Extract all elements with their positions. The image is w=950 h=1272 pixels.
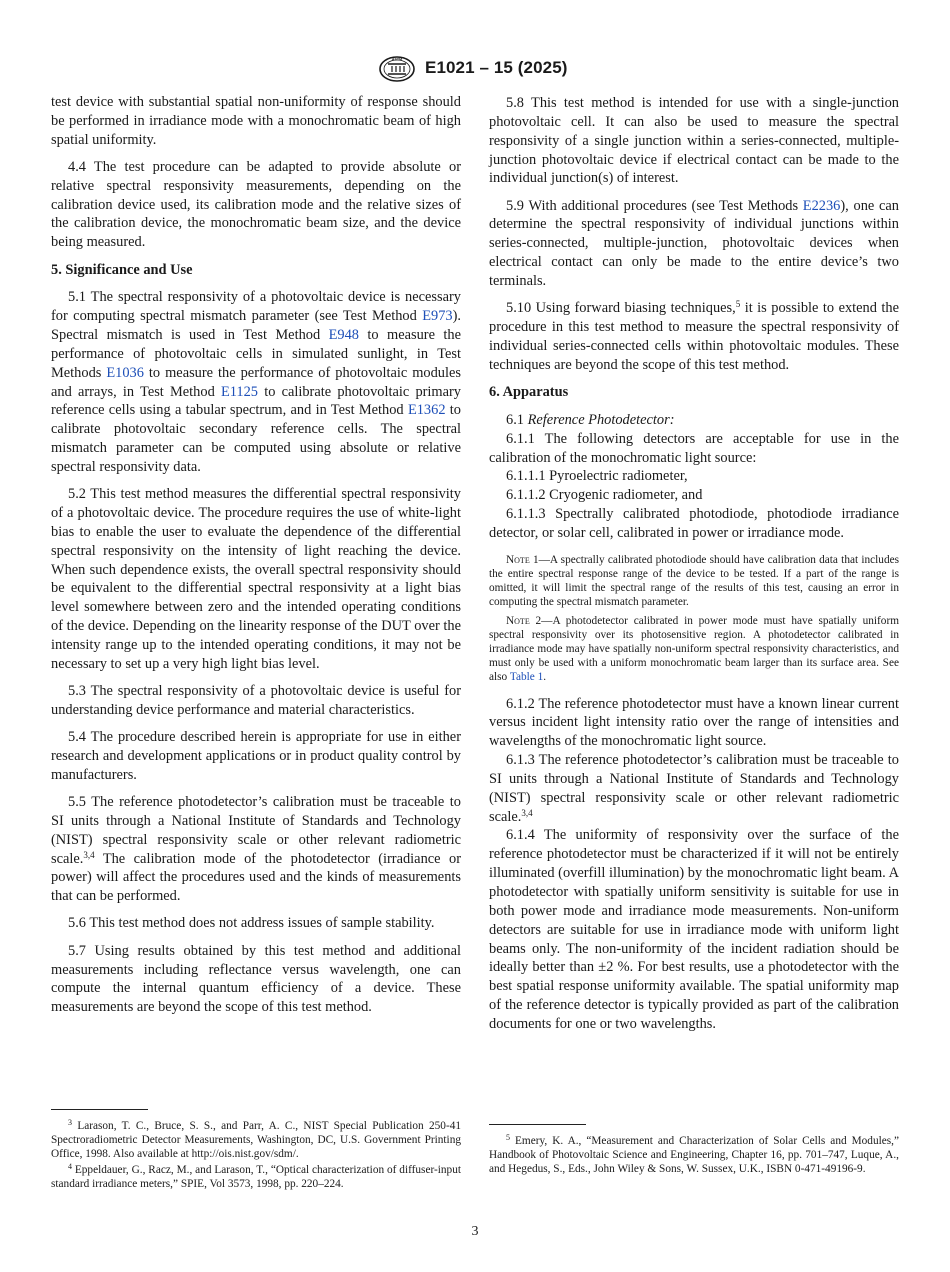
page-header (0, 56, 950, 82)
note-1: Note 1—A spectrally calibrated photodiode should have calibration data that includes the entire spectral response range of the device to be tested. If a part of the range is omitted, it will limit the spectral range of the results of this test, causing an error in computing the spectral mismatch parameter. (489, 553, 900, 609)
astm-logo-text: ASTM (391, 57, 403, 62)
paragraph-4-4: 4.4 The test procedure can be adapted to provide absolute or relative spectral responsivity measurements, depending on the calibration device used, its calibration mode and the relative sizes of the calibration device, the monochromatic beam size, and the device being measured. (51, 158, 461, 251)
footnote-divider-left (51, 1109, 148, 1110)
ref-link-e1125[interactable]: E1125 (220, 383, 259, 400)
ref-link-e2236[interactable]: E2236 (802, 197, 841, 214)
section-heading-5: 5. Significance and Use (51, 261, 193, 278)
paragraph-5-2: 5.2 This test method measures the differential spectral responsivity of a photovoltaic device. The procedure requires the use of white-light bias to enable the user to evaluate the dependence of the differential spectral responsivity on the intensity of light reaching the device. When such dependence exists, the overall spectral responsivity should be equivalent to the differential spectral responsivity at a light bias level somewhere between zero and the intended operating conditions of the device. Depending on the linearity response of the DUT over the intensity range up to the intended operating conditions, it may not be necessary to set up a very high light bias level. (51, 486, 461, 672)
footnote-marker: 3,4 (521, 807, 533, 818)
ref-link-e1036[interactable]: E1036 (106, 364, 144, 381)
paragraph-6-1-1: 6.1.1 The following detectors are acceptable for use in the calibration of the monochromatic light source: (489, 430, 899, 466)
paragraph-6-1-1-2: 6.1.1.2 Cryogenic radiometer, and (506, 487, 703, 504)
page-number: 3 (471, 1224, 479, 1239)
footnotes-left (51, 1119, 461, 1192)
paragraph-5-4: 5.4 The procedure described herein is appropriate for use in either research and development applications or in product quality control by manufacturers. (51, 729, 461, 783)
ref-link-e973[interactable]: E973 (422, 308, 453, 325)
paragraph-5-7: 5.7 Using results obtained by this test method and additional measurements including reflectance versus wavelength, one can compute the internal quantum efficiency of a device. These measurements are beyond the scope of this test method. (51, 942, 461, 1016)
footnote-marker: 5 (735, 299, 741, 310)
paragraph-5-6: 5.6 This test method does not address issues of sample stability. (68, 915, 435, 932)
paragraph-6-1: 6.1 Reference Photodetector: (506, 411, 675, 428)
ref-link-table-1[interactable]: Table 1 (509, 671, 544, 684)
footnotes-right (489, 1134, 899, 1178)
paragraph-5-9: 5.9 With additional procedures (see Test Methods E2236), one can determine the spectral responsivity of individual junctions within series-connected, multiple-junction, photovoltaic devices when electrical contact can only be made to the entire device’s two terminals. (489, 197, 899, 289)
paragraph-5-5: 5.5 The reference photodetector’s calibration must be traceable to SI units through a National Institute of Standards and Technology (NIST) spectral responsivity scale or other relevant radiometric scale.$^{3,4}$ The calibration mode of the photodetector (irradiance or power) will affect the procedures used and the kinds of measurements that can be performed. (51, 794, 461, 905)
paragraph-6-1-3: 6.1.3 The reference photodetector’s calibration must be traceable to SI units through a National Institute of Standards and Technology (NIST) spectral responsivity scale or other relevant radiometric scale.$^{3,4}$ (489, 752, 899, 825)
footnote-3: $^3$ Larason, T. C., Bruce, S. S., and Parr, A. C., NIST Special Publication 250-41 Spectroradiometric Detector Measurements, Washington, DC, U.S. Government Printing Office, 1998. Also available at http://ois.nist.gov/sdm/. (51, 1118, 461, 1161)
ref-link-e948[interactable]: E948 (328, 327, 359, 344)
footnote-5: $^5$ Emery, K. A., “Measurement and Characterization of Solar Cells and Modules,” Handbook of Photovoltaic Science and Engineering, Chapter 16, pp. 701–747, Luque, A., and Hegedus, S., Eds., John Wiley & Sons, W. Sussex, U.K., ISBN 0-471-49196-9. (489, 1133, 899, 1176)
paragraph-6-1-1-1: 6.1.1.1 Pyroelectric radiometer, (506, 468, 688, 485)
left-column (51, 93, 461, 1025)
paragraph-continued: test device with substantial spatial non-uniformity of response should be performed in irradiance mode with a monochromatic beam of high spatial uniformity. (51, 94, 461, 148)
document-designation: E1021 – 15 (2025) (425, 58, 568, 77)
footnote-divider-right (489, 1124, 586, 1125)
paragraph-5-8: 5.8 This test method is intended for use with a single-junction photovoltaic cell. It can also be used to measure the spectral responsivity of a single junction within a series-connected, multiple-junction photovoltaic device if electrical contact can be made to the individual junction(s) of interest. (489, 95, 899, 187)
astm-logo-icon (379, 56, 415, 82)
section-heading-6: 6. Apparatus (489, 383, 569, 400)
footnote-4: $^4$ Eppeldauer, G., Racz, M., and Larason, T., “Optical characterization of diffuser-input standard irradiance meters,” SPIE, Vol 3573, 1998, pp. 220–224. (51, 1161, 461, 1190)
ref-link-e1362[interactable]: E1362 (407, 402, 446, 419)
paragraph-5-1: 5.1 The spectral responsivity of a photovoltaic device is necessary for computing spectral mismatch parameter (see Test Method E973). Spectral mismatch is used in Test Method E948 to measure the performance of photovoltaic cells in simulated sunlight, in Test Methods E1036 to measure the performance of photovoltaic modules and arrays, in Test Method E1125 to calibrate photovoltaic primary reference cells using a tabular spectrum, and in Test Method E1362 to calibrate photovoltaic secondary reference cells. The spectral mismatch parameter can be computed using absolute or relative spectral responsivity data. (51, 289, 462, 475)
note-2: Note 2—A photodetector calibrated in power mode must have spatially uniform spectral responsivity over its photosensitive region. A photodetector calibrated in irradiance mode may have spatially non-uniform spectral responsivity characteristics, and must only be used with a uniform monochromatic beam larger than its surface area. See also Table 1. (489, 614, 899, 684)
footnote-marker: 3,4 (83, 849, 95, 860)
paragraph-5-3: 5.3 The spectral responsivity of a photovoltaic device is useful for understanding device performance and material characteristics. (51, 683, 461, 718)
paragraph-6-1-4: 6.1.4 The uniformity of responsivity over the surface of the reference photodetector must be characterized if it will not be entirely illuminated (overfill illumination) by the monochromatic light beam. A photodetector with spatially uniform sensitivity is suitable for use in both power mode and irradiance mode measurements. Non-uniform detectors are suitable for use in irradiance mode with uniform light beams only. The non-uniformity of the incident radiation should be ideally better than ±2 %. For best results, use a photodetector with the best spatial response uniformity available. The spatial uniformity map of the reference detector is typically provided as part of the calibration documents for one or two wavelengths. (489, 827, 899, 1032)
paragraph-5-10: 5.10 Using forward biasing techniques,$^5$ it is possible to extend the procedure in this test method to measure the spectral responsivity of individual series-connected cells within photovoltaic modules. These techniques are beyond the scope of this test method. (489, 299, 899, 373)
right-column (489, 94, 899, 1034)
paragraph-6-1-2: 6.1.2 The reference photodetector must have a known linear current versus incident light intensity ratio over the range of intensities and wavelengths of the monochromatic light source. (489, 695, 899, 750)
paragraph-6-1-1-3: 6.1.1.3 Spectrally calibrated photodiode, photodiode irradiance detector, or solar cell, calibrated in power or irradiance mode. (489, 506, 899, 541)
